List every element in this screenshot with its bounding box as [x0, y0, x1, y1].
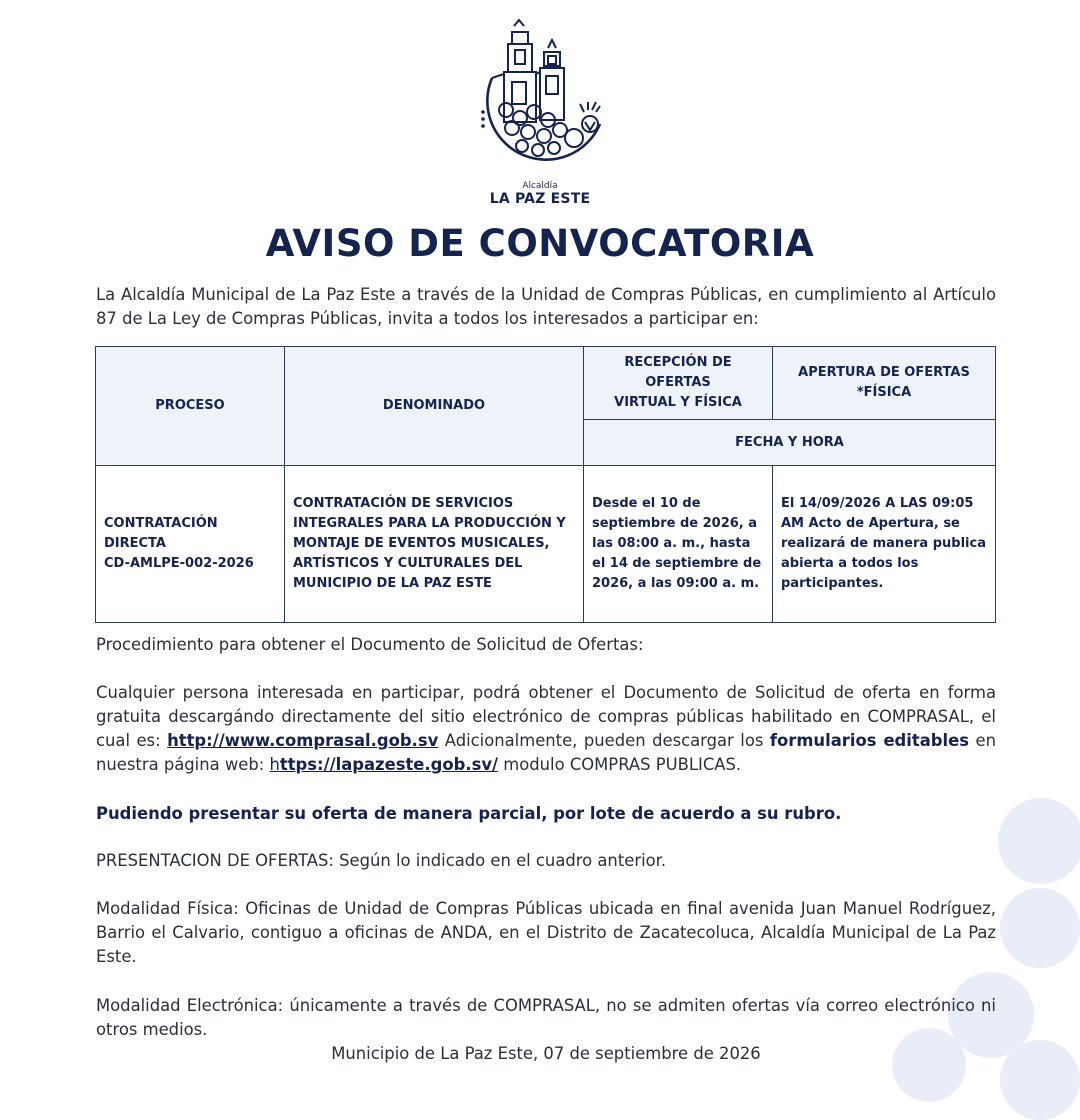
modalidad-electronica-text: Modalidad Electrónica: únicamente a través de COMPRASAL, no se admiten ofertas vía correo electrónico ni otros medios.: [96, 996, 996, 1039]
formularios-editables-text: formularios editables: [769, 731, 970, 750]
header-apertura-line2: *FÍSICA: [856, 385, 912, 400]
procedimiento-title: Procedimiento para obtener el Documento de Solicitud de Ofertas:: [96, 635, 644, 654]
header-recepcion-line2: VIRTUAL Y FÍSICA: [614, 395, 742, 410]
header-proceso: PROCESO: [96, 347, 285, 466]
cell-apertura: El 14/09/2026 A LAS 09:05 AM Acto de Apertura, se realizará de manera publica abierta a todos los participantes.: [773, 466, 996, 623]
header-apertura-line1: APERTURA DE OFERTAS: [798, 365, 970, 380]
cell-denominado: CONTRATACIÓN DE SERVICIOS INTEGRALES PARA LA PRODUCCIÓN Y MONTAJE DE EVENTOS MUSICALES, ARTÍSTICOS Y CULTURALES DEL MUNICIPIO DE LA PAZ ESTE: [285, 466, 584, 623]
lapazeste-link[interactable]: [270, 755, 499, 774]
modalidad-fisica-text: Modalidad Física: Oficinas de Unidad de Compras Públicas ubicada en final avenida Juan Manuel Rodríguez, Barrio el Calvario, contiguo a oficinas de ANDA, en el Distrito de Zacatecoluca, Alcaldía Municipal de La Paz Este.: [96, 899, 996, 966]
decorative-circle: [1000, 888, 1080, 968]
header-fecha-hora: FECHA Y HORA: [584, 420, 996, 466]
presentacion-text: PRESENTACION DE OFERTAS: Según lo indicado en el cuadro anterior.: [96, 851, 667, 870]
header-denominado: DENOMINADO: [285, 347, 584, 466]
decorative-circle: [998, 798, 1080, 884]
church-emblem-icon: [474, 14, 606, 179]
proceso-code: CD-AMLPE-002-2026: [104, 556, 254, 571]
logo-subtitle: Alcaldía: [522, 181, 558, 191]
decorative-circle: [1000, 1040, 1080, 1120]
procedimiento-text-2: Adicionalmente, pueden descargar los: [438, 731, 770, 750]
procedimiento-text-3: en nuestra página web:: [96, 731, 996, 774]
comprasal-link[interactable]: http://www.comprasal.gob.sv: [167, 731, 439, 750]
logo-name: LA PAZ ESTE: [489, 191, 591, 207]
table-row: [96, 466, 996, 623]
convocatoria-table: [95, 346, 996, 623]
page-title: AVISO DE CONVOCATORIA: [265, 222, 815, 265]
cell-recepcion: Desde el 10 de septiembre de 2026, a las 08:00 a. m., hasta el 14 de septiembre de 2026, a las 09:00 a. m.: [584, 466, 773, 623]
cell-proceso: [96, 466, 285, 623]
header-apertura: [773, 347, 996, 420]
footer-date: Municipio de La Paz Este, 07 de septiembre de 2026: [331, 1044, 761, 1063]
intro-paragraph: La Alcaldía Municipal de La Paz Este a través de la Unidad de Compras Públicas, en cumplimiento al Artículo 87 de La Ley de Compras Públicas, invita a todos los interesados a participar en:: [96, 285, 996, 328]
parcial-notice: Pudiendo presentar su oferta de manera parcial, por lote de acuerdo a su rubro.: [96, 804, 842, 823]
municipal-logo: [474, 14, 606, 207]
header-recepcion-line1: RECEPCIÓN DE OFERTAS: [624, 355, 732, 390]
procedimiento-text-1: Cualquier persona interesada en participar, podrá obtener el Documento de Solicitud de oferta en forma gratuita descargándo directamente del sitio electrónico de compras públicas habilitado en COMPRASAL, el cual es:: [96, 683, 996, 750]
lapazeste-link-h: h: [269, 755, 280, 774]
proceso-line1: CONTRATACIÓN: [104, 516, 218, 531]
procedimiento-text-4: modulo COMPRAS PUBLICAS.: [498, 755, 742, 774]
proceso-line2: DIRECTA: [104, 536, 166, 551]
header-recepcion: [584, 347, 773, 420]
table-header-row: [96, 347, 996, 420]
procedimiento-paragraph: [96, 681, 996, 777]
lapazeste-link-rest: ttps://lapazeste.gob.sv/: [279, 755, 499, 774]
